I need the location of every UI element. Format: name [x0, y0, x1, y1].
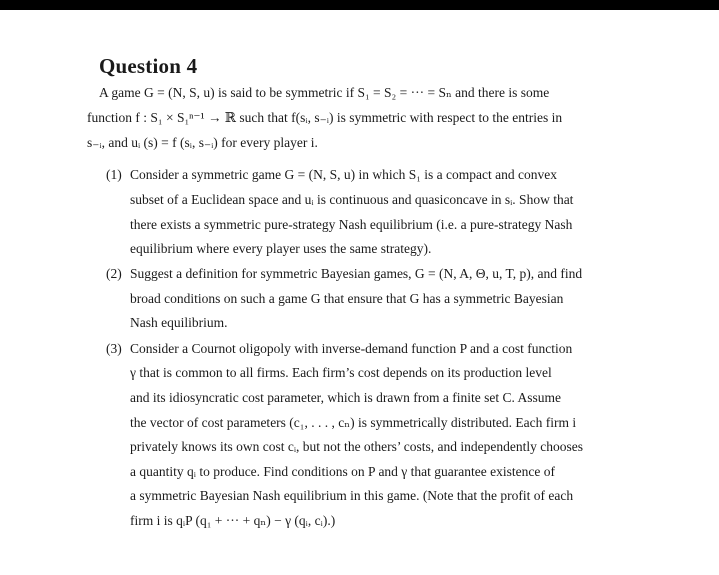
part-1-line-3: there exists a symmetric pure-strategy Nash equilibrium (i.e. a pure-strategy Nash	[130, 217, 573, 232]
top-black-bar	[0, 0, 719, 10]
part-3-line-4: the vector of cost parameters (c₁, . . . , cₙ) is symmetrically distributed. Each firm i	[130, 415, 577, 430]
part-1-line-4: equilibrium where every player uses the same strategy).	[130, 241, 432, 256]
part-3-line-5: privately knows its own cost cᵢ, but not the others’ costs, and independently chooses	[130, 439, 584, 454]
intro-line-3: s₋ᵢ, and uᵢ (s) = f (sᵢ, s₋ᵢ) for every player i.	[87, 135, 318, 150]
part-3-line-3: and its idiosyncratic cost parameter, which is drawn from a finite set C. Assume	[130, 390, 561, 405]
intro-line-2: function f : S₁ × S₁ⁿ⁻¹ → ℝ such that f(sᵢ, s₋ᵢ) is symmetric with respect to the entries in	[87, 110, 563, 125]
part-3-line-1: Consider a Cournot oligopoly with inverse-demand function P and a cost function	[130, 341, 573, 356]
part-1-line-1: Consider a symmetric game G = (N, S, u) in which S₁ is a compact and convex	[130, 167, 557, 182]
part-3-number: (3)	[106, 341, 122, 356]
question-title: Question 4	[99, 54, 198, 78]
part-2-line-2: broad conditions on such a game G that ensure that G has a symmetric Bayesian	[130, 291, 564, 306]
part-3-line-7: a symmetric Bayesian Nash equilibrium in this game. (Note that the profit of each	[130, 488, 574, 503]
part-1-line-2: subset of a Euclidean space and uᵢ is continuous and quasiconcave in sᵢ. Show that	[130, 192, 574, 207]
part-2-line-1: Suggest a definition for symmetric Bayesian games, G = (N, A, Θ, u, T, p), and find	[130, 266, 583, 281]
part-3-line-2: γ that is common to all firms. Each firm’s cost depends on its production level	[130, 365, 552, 380]
intro-line-1: A game G = (N, S, u) is said to be symmetric if S₁ = S₂ = ··· = Sₙ and there is some	[99, 85, 550, 100]
part-3-line-8: firm i is qᵢP (q₁ + ··· + qₙ) − γ (qᵢ, cᵢ).)	[130, 513, 336, 528]
part-2-number: (2)	[106, 266, 122, 281]
part-1-number: (1)	[106, 167, 122, 182]
part-2-line-3: Nash equilibrium.	[130, 315, 228, 330]
part-3-line-6: a quantity qᵢ to produce. Find conditions on P and γ that guarantee existence of	[130, 464, 555, 479]
